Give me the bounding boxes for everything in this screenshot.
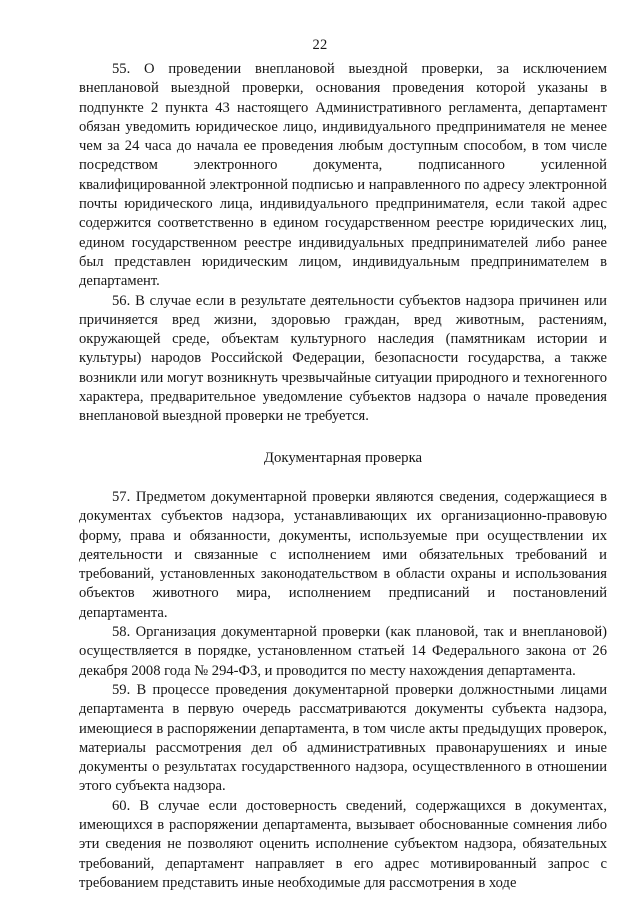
- paragraph-57: 57. Предметом документарной проверки являются сведения, содержащиеся в документах субъектов надзора, устанавливающих их организационно-правовую форму, права и обязанности, документы, используемые при осуществлении их деятельности и связанные с исполнением ими обязательных требований и требований, установленных законодательством в области охраны и использования объектов животного мира, исполнением предписаний и постановлений департамента.: [79, 488, 607, 621]
- document-body: [79, 60, 607, 893]
- paragraph-59: 59. В процессе проведения документарной проверки должностными лицами департамента в первую очередь рассматриваются документы субъекта надзора, имеющиеся в распоряжении департамента, в том числе акты предыдущих проверок, материалы рассмотрения дел об административных правонарушениях и иные документы о результатах государственного надзора, осуществленного в отношении этого субъекта надзора.: [79, 681, 607, 795]
- paragraph-58: 58. Организация документарной проверки (как плановой, так и внеплановой) осуществляется в порядке, установленном статьей 14 Федерального закона от 26 декабря 2008 года № 294-ФЗ, и проводится по месту нахождения департамента.: [79, 624, 607, 679]
- page-number: 22: [312, 37, 328, 53]
- paragraph-55: 55. О проведении внеплановой выездной проверки, за исключением внеплановой выездной проверки, основания проведения которой указаны в подпункте 2 пункта 43 настоящего Административного регламента, департамент обязан уведомить юридическое лицо, индивидуального предпринимателя не менее чем за 24 часа до начала ее проведения любым доступным способом, в том числе посредством электронного документа, подписанного усиленной квалифицированной электронной подписью и направленного по адресу электронной почты юридического лица, индивидуального предпринимателя, если такой адрес содержится соответственно в едином государственном реестре юридических лиц, едином государственном реестре индивидуальных предпринимателей либо ранее был представлен юридическим лицом, индивидуальным предпринимателем в департамент.: [79, 61, 607, 290]
- paragraph-60: 60. В случае если достоверность сведений, содержащихся в документах, имеющихся в распоряжении департамента, вызывает обоснованные сомнения либо эти сведения не позволяют оценить исполнение субъектом надзора, обязательных требований, департамент направляет в его адрес мотивированный запрос с требованием представить иные необходимые для рассмотрения в ходе: [79, 797, 607, 891]
- paragraph-56: 56. В случае если в результате деятельности субъектов надзора причинен или причиняется вред жизни, здоровью граждан, вред животным, растениям, окружающей среде, объектам культурного наследия (памятникам истории и культуры) народов Российской Федерации, безопасности государства, а также возникли или могут возникнуть чрезвычайные ситуации природного и техногенного характера, предварительное уведомление субъектов надзора о начале проведения внеплановой выездной проверки не требуется.: [79, 292, 607, 425]
- section-heading: Документарная проверка: [263, 449, 423, 466]
